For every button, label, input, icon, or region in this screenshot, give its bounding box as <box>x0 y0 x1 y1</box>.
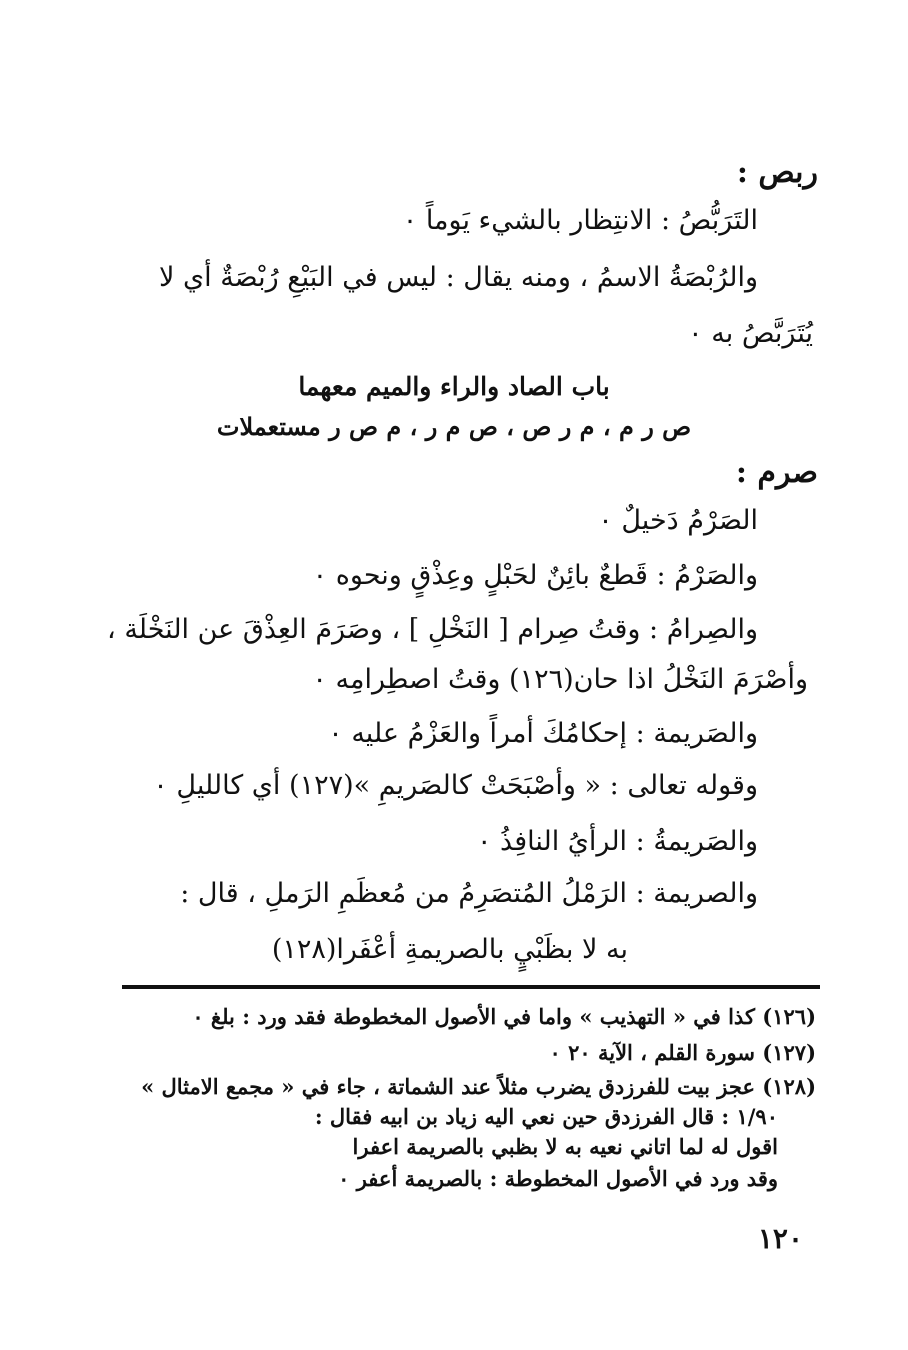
footnote-continuation: وقد ورد في الأصول المخطوطة : بالصريمة أعفر ٠ <box>338 1166 778 1191</box>
text-line: والصِرامُ : وقتُ صِرام [ النَخْلِ ] ، وصَرَمَ العِذْقَ عن النَخْلَة ، <box>107 614 758 645</box>
text-line: يُتَرَبَّصُ به ٠ <box>688 318 813 349</box>
chapter-subtitle: ص ر م ، م ر ص ، ص م ر ، م ص ر مستعملات <box>216 412 692 441</box>
text-line: التَرَبُّصُ : الانتِظار بالشيء يَوماً ٠ <box>402 205 758 236</box>
text-line: والرُبْصَةُ الاسمُ ، ومنه يقال : ليس في البَيْعِ رُبْصَةٌ أي لا <box>159 262 758 293</box>
footnote-continuation: ١/٩٠ : قال الفرزدق حين نعي اليه زياد بن ابيه فقال : <box>314 1104 778 1129</box>
text-line: الصَرْمُ دَخيلٌ ٠ <box>598 505 758 536</box>
text-line: والصريمة : الرَمْلُ المُتصَرِمُ من مُعظَمِ الرَملِ ، قال : <box>180 878 758 909</box>
text-line: والصَرْمُ : قَطعٌ بائِنٌ لحَبْلٍ وعِذْقٍ ونحوه ٠ <box>312 560 758 591</box>
page-number: ١٢٠ <box>757 1222 803 1255</box>
text-line: وأصْرَمَ النَخْلُ اذا حان(١٢٦) وقتُ اصطِرامِه ٠ <box>312 664 808 695</box>
footnote-divider <box>122 985 820 989</box>
footnote-verse: اقول له لما اتاني نعيه به لا بظبي بالصريمة اعفرا <box>352 1134 778 1159</box>
footnote: (١٢٨) عجز بيت للفرزدق يضرب مثلاً عند الشماتة ، جاء في « مجمع الامثال » <box>141 1074 816 1099</box>
chapter-title: باب الصاد والراء والميم معهما <box>298 372 610 401</box>
text-line: والصَريمةُ : الرأيُ النافِذُ ٠ <box>476 826 758 857</box>
text-line: والصَريمة : إحكامُكَ أمراً والعَزْمُ عليه ٠ <box>328 718 758 749</box>
footnote: (١٢٧) سورة القلم ، الآية ٢٠ ٠ <box>549 1040 816 1065</box>
footnote: (١٢٦) كذا في « التهذيب » واما في الأصول المخطوطة فقد ورد : بلغ ٠ <box>192 1004 816 1029</box>
text-line: وقوله تعالى : « وأصْبَحَتْ كالصَريمِ »(١٢٧) أي كالليلِ ٠ <box>153 770 758 801</box>
verse-line: به لا بظَبْيٍ بالصريمةِ أعْفَرا(١٢٨) <box>271 934 628 965</box>
entry-heading-srm: صرم : <box>735 455 818 490</box>
entry-heading-rbs: ربص : <box>736 155 818 190</box>
